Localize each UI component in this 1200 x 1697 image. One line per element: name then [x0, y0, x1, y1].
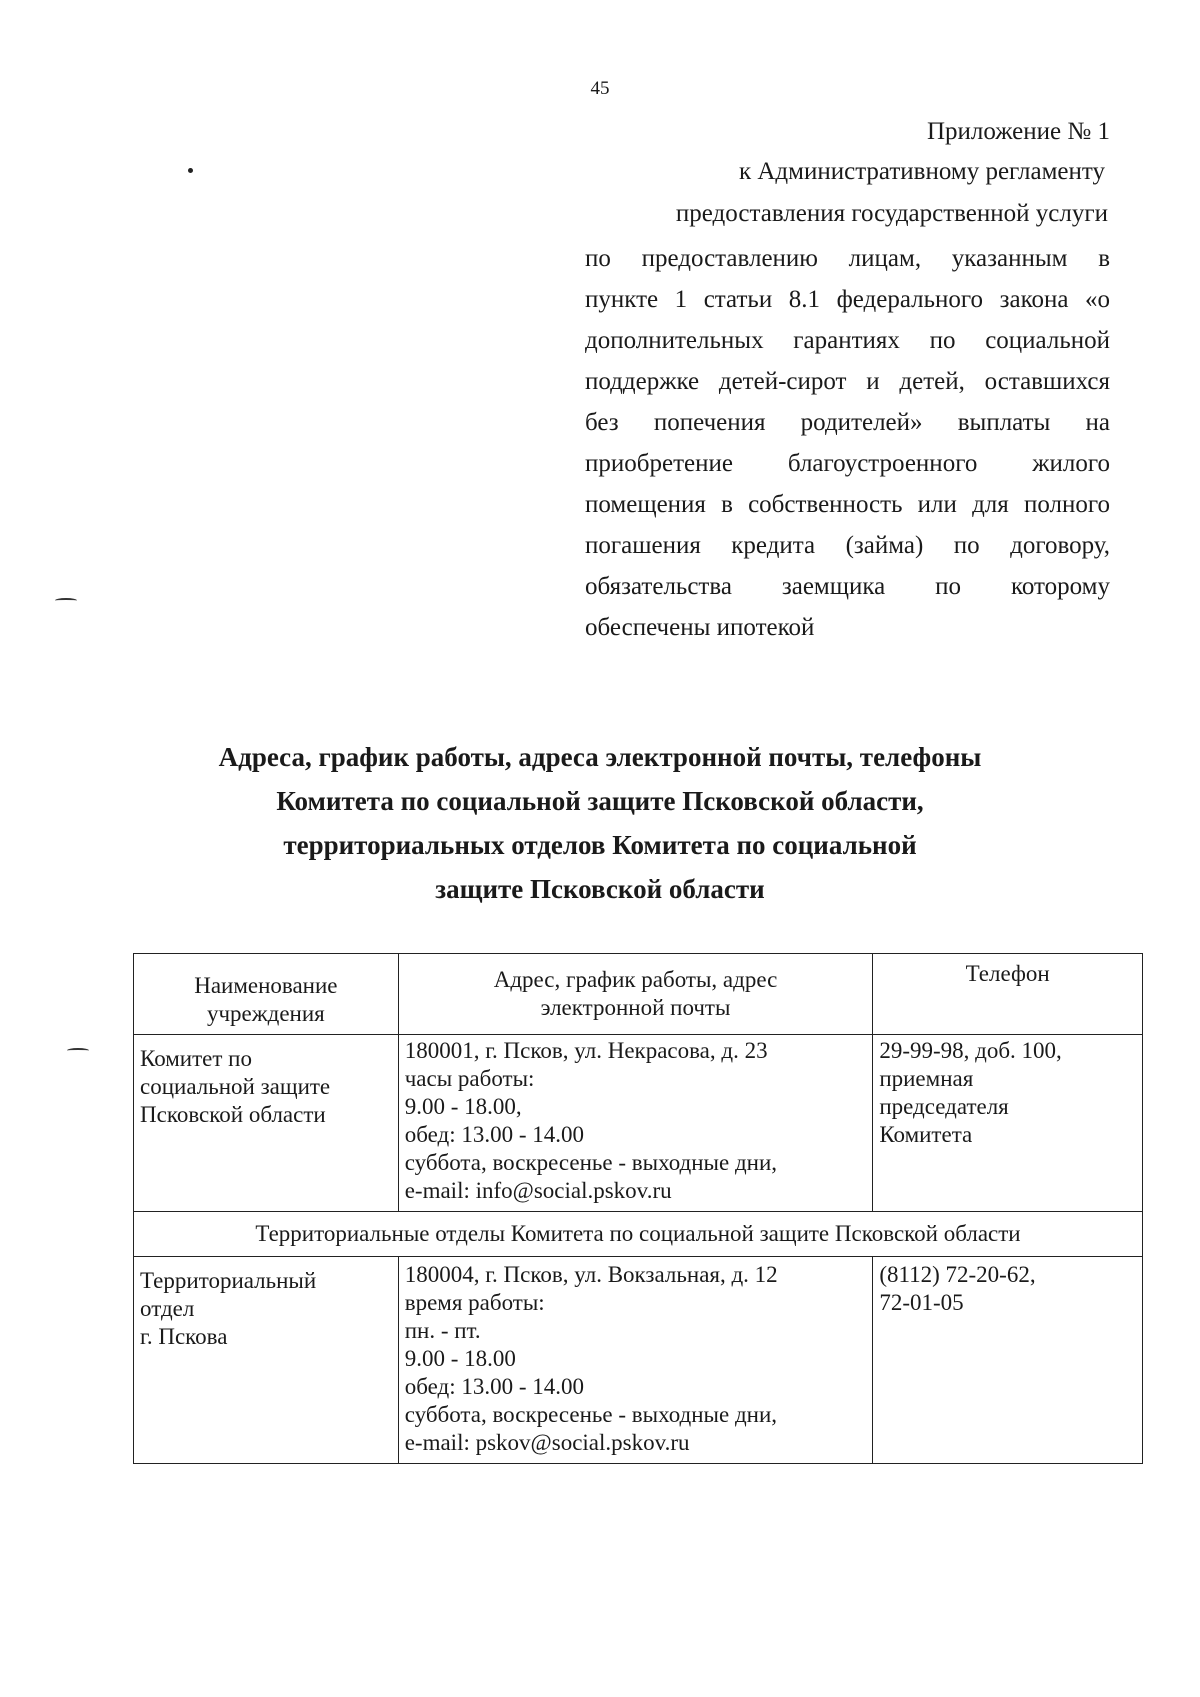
appendix-body-line: погашения кредита (займа) по договору,	[585, 532, 1110, 559]
committee-name	[134, 1035, 399, 1212]
office-address	[398, 1257, 873, 1464]
appendix-body-line: помещения в собственность или для полного	[585, 491, 1110, 518]
committee-address	[398, 1035, 873, 1212]
cell-text: суббота, воскресенье - выходные дни,	[404, 1402, 778, 1427]
appendix-body-line: без попечения родителей» выплаты на	[585, 409, 1110, 436]
section-title	[134, 1212, 1143, 1257]
cell-text: e-mail: pskov@social.pskov.ru	[404, 1430, 690, 1455]
appendix-reference: предоставления государственной услуги	[675, 200, 1108, 227]
header-text: электронной почты	[540, 995, 731, 1020]
appendix-body-line: обеспечены ипотекой	[585, 614, 815, 641]
cell-text: 180001, г. Псков, ул. Некрасова, д. 23	[404, 1038, 768, 1063]
table-section-row	[134, 1212, 1143, 1257]
cell-text: 29-99-98, доб. 100,	[879, 1038, 1062, 1063]
cell-text: e-mail: info@social.pskov.ru	[404, 1178, 672, 1203]
cell-text: социальной защите	[140, 1074, 331, 1099]
page-number: 45	[590, 78, 610, 99]
header-text: учреждения	[206, 1001, 325, 1026]
offices-table	[133, 953, 1143, 1464]
header-address	[398, 954, 873, 1035]
table-header-row	[134, 954, 1143, 1035]
appendix-body-line: по предоставлению лицам, указанным в	[585, 245, 1110, 272]
header-text: Телефон	[965, 961, 1050, 986]
cell-text: Территориальный	[140, 1268, 317, 1293]
heading-line: Адреса, график работы, адреса электронной почты, телефоны	[218, 742, 982, 772]
document-heading	[0, 735, 1200, 911]
appendix-body-line: дополнительных гарантиях по социальной	[585, 327, 1110, 354]
cell-text: обед: 13.00 - 14.00	[404, 1122, 585, 1147]
office-name	[134, 1257, 399, 1464]
section-title-text: Территориальные отделы Комитета по социальной защите Псковской области	[255, 1221, 1021, 1246]
cell-text: 9.00 - 18.00	[404, 1346, 516, 1371]
cell-text: 9.00 - 18.00,	[404, 1094, 522, 1119]
heading-line: Комитета по социальной защите Псковской области,	[276, 786, 924, 816]
appendix-reference: к Административному регламенту	[738, 158, 1105, 185]
cell-text: время работы:	[404, 1290, 545, 1315]
cell-text: обед: 13.00 - 14.00	[404, 1374, 585, 1399]
cell-text: Комитет по	[140, 1046, 252, 1071]
header-name	[134, 954, 399, 1035]
scan-margin-mark	[55, 598, 77, 603]
cell-text: Псковской области	[140, 1102, 326, 1127]
cell-text: Комитета	[879, 1122, 973, 1147]
scan-dot-mark	[188, 168, 193, 173]
appendix-body-line: приобретение благоустроенного жилого	[585, 450, 1110, 477]
header-text: Наименование	[194, 973, 338, 998]
appendix-body-line: пункте 1 статьи 8.1 федерального закона «о	[585, 286, 1110, 313]
cell-text: приемная	[879, 1066, 974, 1091]
cell-text: пн. - пт.	[404, 1318, 481, 1343]
heading-line: территориальных отделов Комитета по социальной	[283, 830, 917, 860]
cell-text: часы работы:	[404, 1066, 535, 1091]
committee-phone	[873, 1035, 1143, 1212]
header-text: Адрес, график работы, адрес	[493, 967, 778, 992]
appendix-body	[585, 238, 1110, 648]
cell-text: председателя	[879, 1094, 1009, 1119]
appendix-body-line: поддержке детей-сирот и детей, оставшихся	[585, 368, 1110, 395]
cell-text: отдел	[140, 1296, 195, 1321]
header-phone	[873, 954, 1143, 1035]
cell-text: г. Пскова	[140, 1324, 228, 1349]
table-row	[134, 1035, 1143, 1212]
cell-text: 72-01-05	[879, 1290, 964, 1315]
cell-text: суббота, воскресенье - выходные дни,	[404, 1150, 778, 1175]
cell-text: 180004, г. Псков, ул. Вокзальная, д. 12	[404, 1262, 778, 1287]
office-phone	[873, 1257, 1143, 1464]
appendix-body-line: обязательства заемщика по которому	[585, 573, 1110, 600]
heading-line: защите Псковской области	[435, 874, 765, 904]
table-row	[134, 1257, 1143, 1464]
cell-text: (8112) 72-20-62,	[879, 1262, 1036, 1287]
scan-margin-mark	[67, 1048, 89, 1053]
appendix-title: Приложение № 1	[926, 118, 1110, 145]
